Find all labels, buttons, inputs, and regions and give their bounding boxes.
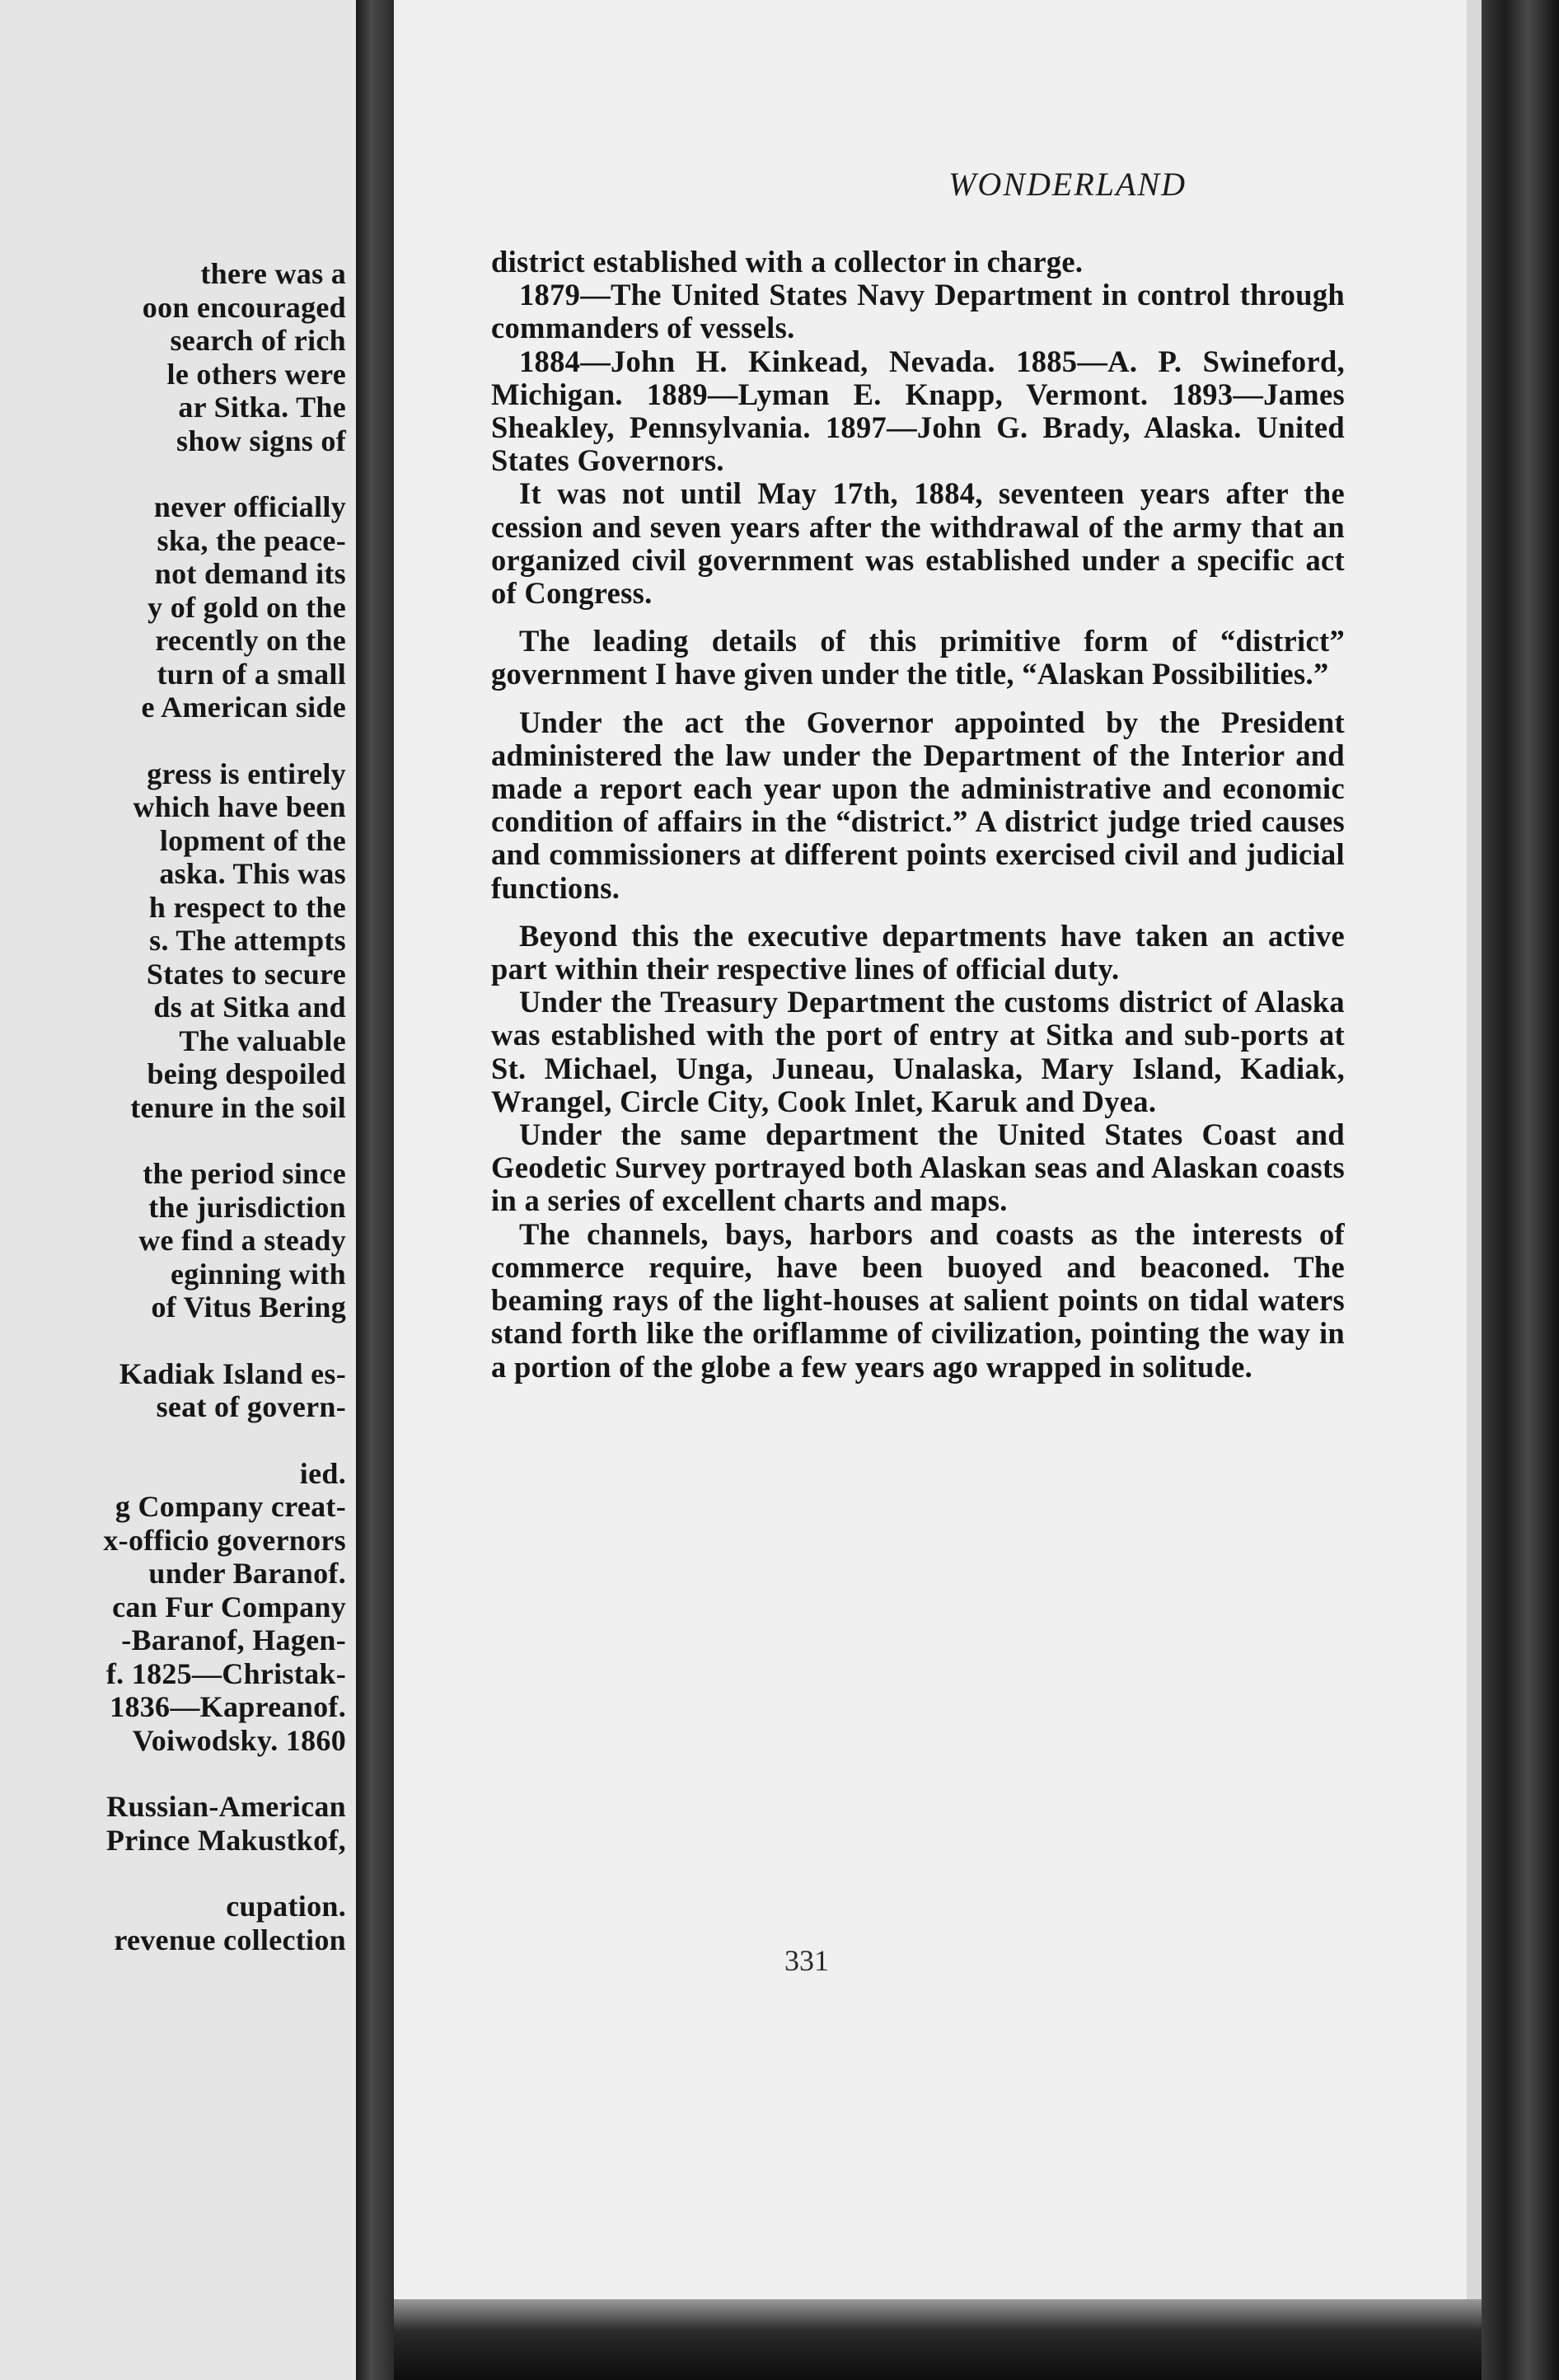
left-page-line: turn of a small: [157, 657, 346, 691]
line-gap: [0, 724, 346, 757]
left-page-line: recently on the: [155, 624, 346, 657]
paragraph: Beyond this the executive departments have taken an active part within their respective lines of official duty.: [491, 918, 1345, 986]
left-page-line: The valuable: [179, 1024, 346, 1057]
left-page-line: x-officio governors: [103, 1523, 346, 1557]
left-page-line: States to secure: [146, 957, 346, 991]
left-page-line: e American side: [141, 691, 346, 724]
left-page-line: g Company creat-: [115, 1490, 346, 1523]
line-gap: [0, 1324, 346, 1357]
left-page-line: being despoiled: [147, 1057, 346, 1090]
left-page-line: not demand its: [154, 557, 346, 590]
left-page-line: seat of govern-: [156, 1390, 346, 1423]
left-page-line: revenue collection: [114, 1923, 346, 1956]
paragraph: 1884—John H. Kinkead, Nevada. 1885—A. P. Swineford, Michigan. 1889—Lyman E. Knapp, Vermont. 1893—James Sheakley, Pennsylvania. 1897—John G. Brady, Alaska. United States Governors.: [491, 344, 1345, 478]
line-gap: [0, 1857, 346, 1890]
left-page-line: aska. This was: [159, 857, 346, 890]
paragraph: It was not until May 17th, 1884, seventeen years after the cession and seven years after the withdrawal of the army that an organized civil government was established under a specific act of Congress.: [491, 476, 1345, 611]
left-page-line: gress is entirely: [147, 757, 346, 790]
left-page-line: under Baranof.: [148, 1557, 346, 1590]
left-page-line: which have been: [133, 790, 346, 823]
line-gap: [0, 1124, 346, 1157]
page-number: 331: [784, 1944, 829, 1977]
left-page-line: of Vitus Bering: [151, 1291, 346, 1324]
left-page-text: [0, 257, 346, 1956]
left-page-line: Prince Makustkof,: [105, 1823, 346, 1857]
right-page: [394, 0, 1482, 2299]
left-page-line: cupation.: [226, 1890, 346, 1923]
left-page-line: Russian-American: [106, 1790, 346, 1823]
paragraph: The leading details of this primitive form of “district” government I have given under the title, “Alaskan Possibilities.”: [491, 624, 1345, 691]
left-page-line: ar Sitka. The: [178, 391, 346, 424]
book-gutter: [356, 0, 394, 2380]
left-page-line: ds at Sitka and: [153, 991, 346, 1024]
left-page-line: ied.: [299, 1456, 346, 1490]
left-page: [0, 0, 356, 2380]
book-bottom-edge: [394, 2299, 1482, 2380]
line-gap: [0, 1757, 346, 1790]
left-page-line: never officially: [153, 490, 346, 523]
line-gap: [0, 457, 346, 490]
left-page-line: lopment of the: [159, 823, 346, 857]
left-page-line: show signs of: [176, 424, 346, 457]
left-page-line: 1836—Kapreanof.: [110, 1690, 346, 1723]
paragraph: 1879—The United States Navy Department in control through commanders of vessels.: [491, 278, 1345, 345]
paragraph: Under the Treasury Department the customs district of Alaska was established with the port of entry at Sitka and sub-ports at St. Michael, Unga, Juneau, Unalaska, Mary Island, Kadiak, Wrangel, Circle City, Cook Inlet, Karuk and Dyea.: [491, 985, 1345, 1118]
left-page-line: y of gold on the: [147, 590, 346, 624]
paragraph: Under the same department the United States Coast and Geodetic Survey portrayed both Alaskan seas and Alaskan coasts in a series of excellent charts and maps.: [491, 1117, 1345, 1218]
left-page-line: le others were: [166, 357, 346, 391]
paragraph: Under the act the Governor appointed by the President administered the law under the Department of the Interior and made a report each year upon the administrative and economic condition of affairs in the “district.” A district judge tried causes and commissioners at different points exercised civil and judicial functions.: [491, 705, 1345, 905]
paragraph: The channels, bays, harbors and coasts as the interests of commerce require, have been buoyed and beaconed. The beaming rays of the light-houses at salient points on tidal waters stand forth like the oriflamme of civilization, pointing the way in a portion of the globe a few years ago wrapped in solitude.: [491, 1216, 1345, 1384]
left-page-line: eginning with: [171, 1257, 346, 1291]
left-page-line: tenure in the soil: [130, 1090, 346, 1124]
left-page-line: ska, the peace-: [157, 523, 346, 557]
left-page-line: the period since: [143, 1157, 346, 1190]
left-page-line: oon encouraged: [142, 290, 346, 324]
body-text: [491, 246, 1345, 1384]
left-page-line: can Fur Company: [112, 1590, 346, 1623]
running-head: WONDERLAND: [948, 166, 1187, 203]
left-page-line: search of rich: [170, 324, 346, 357]
left-page-line: Kadiak Island es-: [119, 1356, 346, 1390]
book-right-edge: [1482, 0, 1559, 2380]
left-page-line: Voiwodsky. 1860: [132, 1723, 346, 1757]
left-page-line: s. The attempts: [149, 924, 346, 957]
line-gap: [0, 1424, 346, 1457]
left-page-line: the jurisdiction: [148, 1190, 346, 1224]
left-page-line: we find a steady: [138, 1224, 346, 1257]
left-page-line: f. 1825—Christak-: [105, 1656, 346, 1690]
paragraph: district established with a collector in charge.: [491, 245, 1084, 279]
left-page-line: there was a: [200, 257, 346, 290]
left-page-line: h respect to the: [148, 890, 346, 924]
left-page-line: -Baranof, Hagen-: [121, 1623, 346, 1656]
